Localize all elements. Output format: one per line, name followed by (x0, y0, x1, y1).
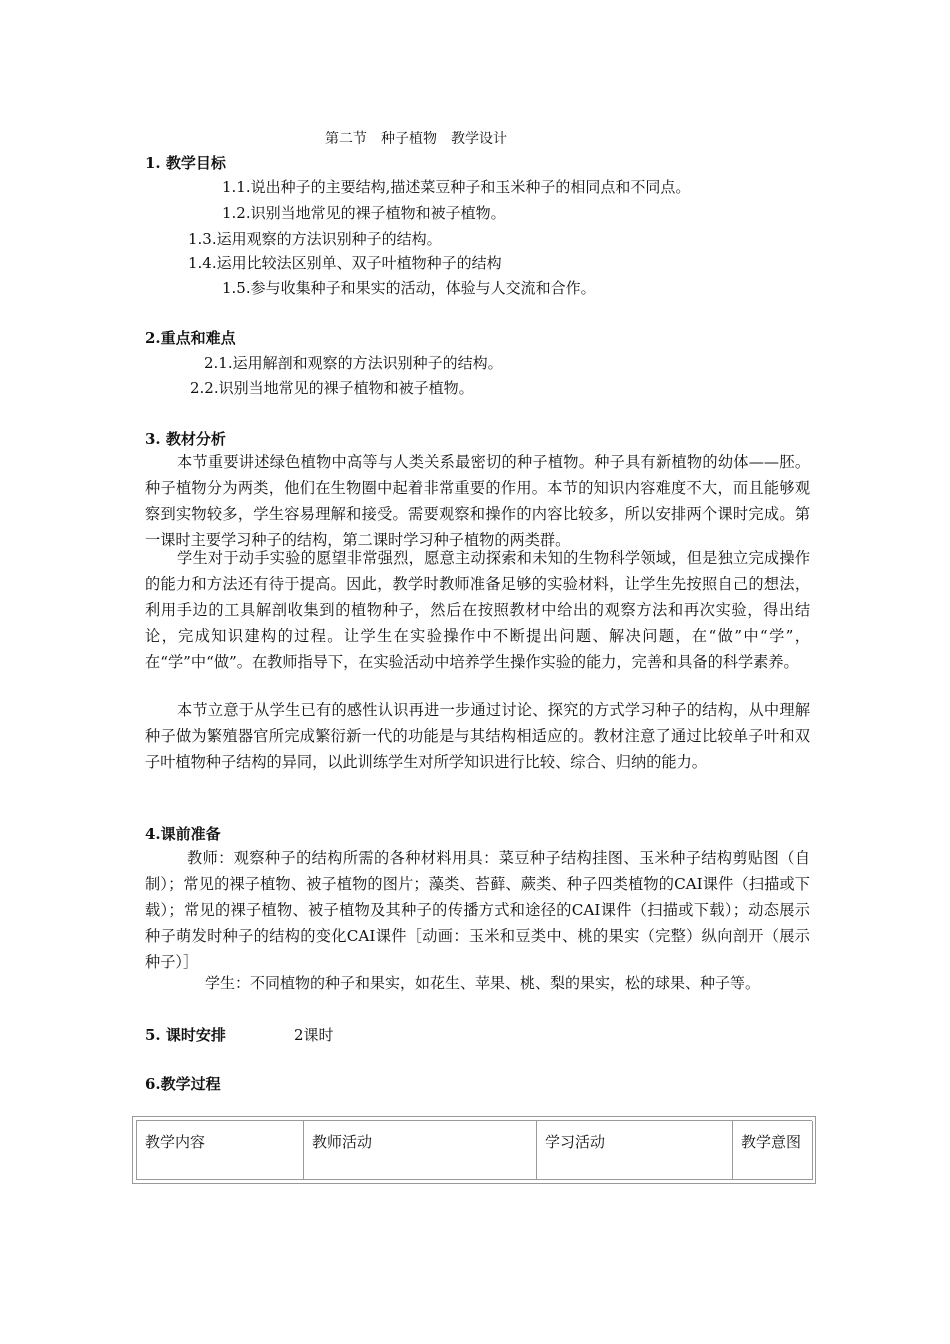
section-5-heading: 5. 课时安排 (145, 1026, 226, 1044)
section-6-heading: 6.教学过程 (145, 1075, 221, 1093)
objective-item: 1.1.说出种子的主要结构,描述菜豆种子和玉米种子的相同点和不同点。 (222, 178, 691, 196)
table-header-content: 教学内容 (137, 1121, 304, 1180)
analysis-paragraph: 本节重要讲述绿色植物中高等与人类关系最密切的种子植物。种子具有新植物的幼体——胚。种子植物分为两类，他们在生物圈中起着非常重要的作用。本节的知识内容难度不大，而且能够观察到实物较多，学生容易理解和接受。需要观察和操作的内容比较多，所以安排两个课时完成。第一课时主要学习种子的结构，第二课时学习种子植物的两类群。 (145, 453, 810, 549)
section-1-heading: 1. 教学目标 (145, 154, 226, 172)
analysis-paragraph: 学生对于动手实验的愿望非常强烈，愿意主动探索和未知的生物科学领域，但是独立完成操作的能力和方法还有待于提高。因此，教学时教师准备足够的实验材料，让学生先按照自己的想法，利用手边的工具解剖收集到的植物种子，然后在按照教材中给出的观察方法和再次实验，得出结论，完成知识建构的过程。让学生在实验操作中不断提出问题、解决问题，在“做”中“学”，在“学”中“做”。在教师指导下，在实验活动中培养学生操作实验的能力，完善和具备的科学素养。 (145, 549, 810, 671)
student-preparation: 学生：不同植物的种子和果实，如花生、苹果、桃、梨的果实，松的球果、种子等。 (205, 974, 761, 992)
objective-item: 1.3.运用观察的方法识别种子的结构。 (188, 230, 442, 248)
section-3-heading: 3. 教材分析 (145, 430, 226, 448)
table-header-teacher: 教师活动 (304, 1121, 537, 1180)
table-header-row (136, 1120, 812, 1180)
objective-item: 1.5.参与收集种子和果实的活动，体验与人交流和合作。 (222, 279, 596, 297)
class-hours-value: 2课时 (294, 1026, 334, 1044)
document-title: 第二节 种子植物 教学设计 (325, 131, 507, 147)
key-point-item: 2.2.识别当地常见的裸子植物和被子植物。 (190, 379, 474, 397)
teaching-process-table (132, 1116, 816, 1184)
table-header-learning: 学习活动 (537, 1121, 733, 1180)
objective-item: 1.4.运用比较法区别单、双子叶植物种子的结构 (188, 254, 502, 272)
objective-item: 1.2.识别当地常见的裸子植物和被子植物。 (222, 204, 506, 222)
section-4-heading: 4.课前准备 (145, 825, 221, 843)
table-header-intent: 教学意图 (733, 1121, 813, 1180)
section-2-heading: 2.重点和难点 (145, 329, 236, 347)
analysis-paragraph: 本节立意于从学生已有的感性认识再进一步通过讨论、探究的方式学习种子的结构，从中理解种子做为繁殖器官所完成繁衍新一代的功能是与其结构相适应的。教材注意了通过比较单子叶和双子叶植物种子结构的异同，以此训练学生对所学知识进行比较、综合、归纳的能力。 (145, 701, 810, 771)
key-point-item: 2.1.运用解剖和观察的方法识别种子的结构。 (204, 354, 503, 372)
teacher-preparation: 教师：观察种子的结构所需的各种材料用具：菜豆种子结构挂图、玉米种子结构剪贴图（自制）；常见的裸子植物、被子植物的图片；藻类、苔藓、蕨类、种子四类植物的CAI课件（扫描或下载）；常见的裸子植物、被子植物及其种子的传播方式和途径的CAI课件（扫描或下载）；动态展示种子萌发时种子的结构的变化CAI课件［动画：玉米和豆类中、桃的果实（完整）纵向剖开（展示种子）］ (145, 849, 810, 971)
